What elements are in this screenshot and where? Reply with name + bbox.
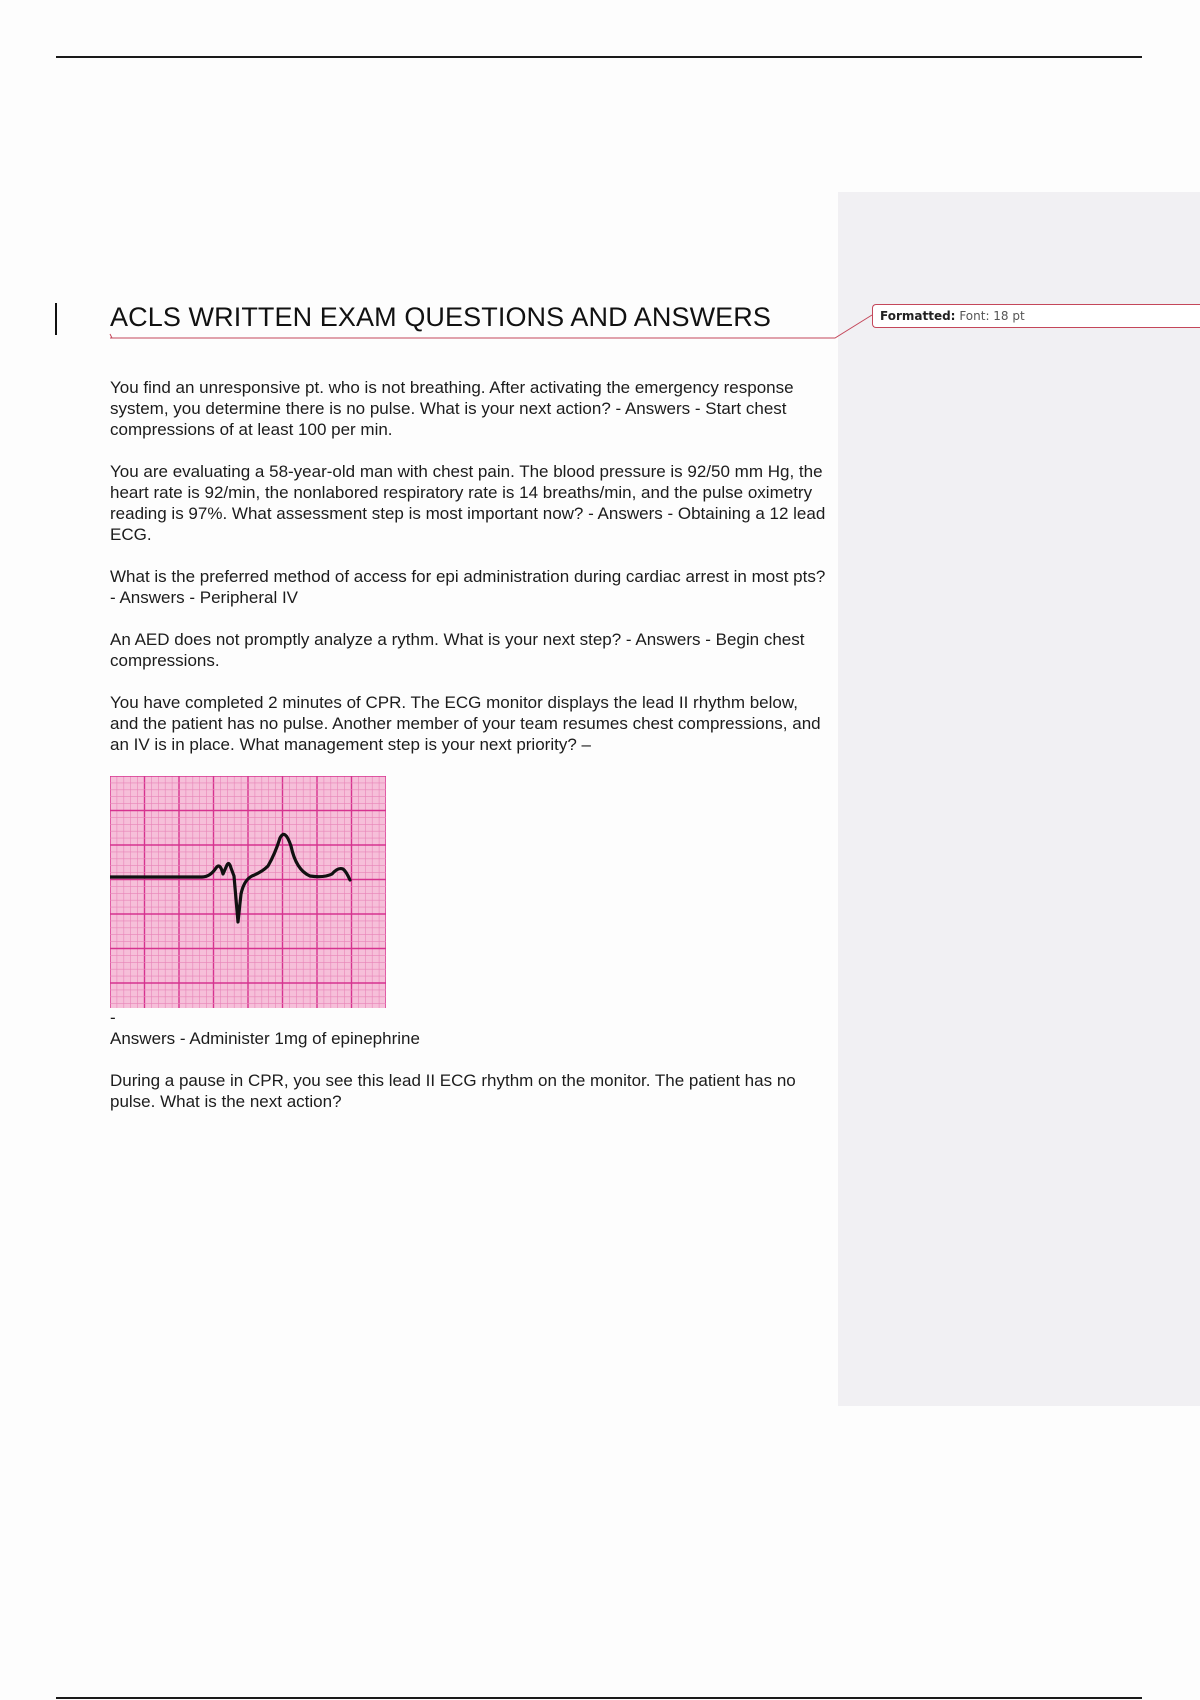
- question-4: An AED does not promptly analyze a rythm. What is your next step? - Answers - Begin chest compressions.: [110, 630, 805, 670]
- after-ecg-section: [110, 1007, 830, 1133]
- dash-line: -: [110, 1008, 116, 1027]
- ecg-answer: Answers - Administer 1mg of epinephrine: [110, 1029, 420, 1048]
- question-5: You have completed 2 minutes of CPR. The ECG monitor displays the lead II rhythm below, and the patient has no pulse. Another member of your team resumes chest compressions, and an IV is in place. What management step is your next priority? –: [110, 693, 821, 754]
- question-6: During a pause in CPR, you see this lead II ECG rhythm on the monitor. The patient has no pulse. What is the next action?: [110, 1071, 796, 1111]
- ecg-strip-image: [110, 776, 386, 1008]
- question-1: You find an unresponsive pt. who is not breathing. After activating the emergency response system, you determine there is no pulse. What is your next action? - Answers - Start chest compressions of at least 100 per min.: [110, 378, 794, 439]
- question-3: What is the preferred method of access for epi administration during cardiac arrest in most pts? - Answers - Peripheral IV: [110, 567, 826, 607]
- ecg-grid: [110, 776, 386, 1008]
- footer-rule: [56, 1697, 1142, 1699]
- question-2: You are evaluating a 58-year-old man with chest pain. The blood pressure is 92/50 mm Hg, the heart rate is 92/min, the nonlabored respiratory rate is 14 breaths/min, and the pulse oximetry reading is 97%. What assessment step is most important now? - Answers - Obtaining a 12 lead ECG.: [110, 462, 826, 544]
- question-list: [110, 377, 830, 776]
- comment-label: Formatted:: [880, 309, 956, 323]
- document-title: ACLS WRITTEN EXAM QUESTIONS AND ANSWERS: [110, 302, 771, 332]
- format-comment-balloon[interactable]: [872, 304, 1200, 328]
- markup-pane: [838, 192, 1200, 1406]
- change-bar: [55, 303, 57, 335]
- comment-detail: Font: 18 pt: [959, 309, 1025, 323]
- header-rule: [56, 56, 1142, 58]
